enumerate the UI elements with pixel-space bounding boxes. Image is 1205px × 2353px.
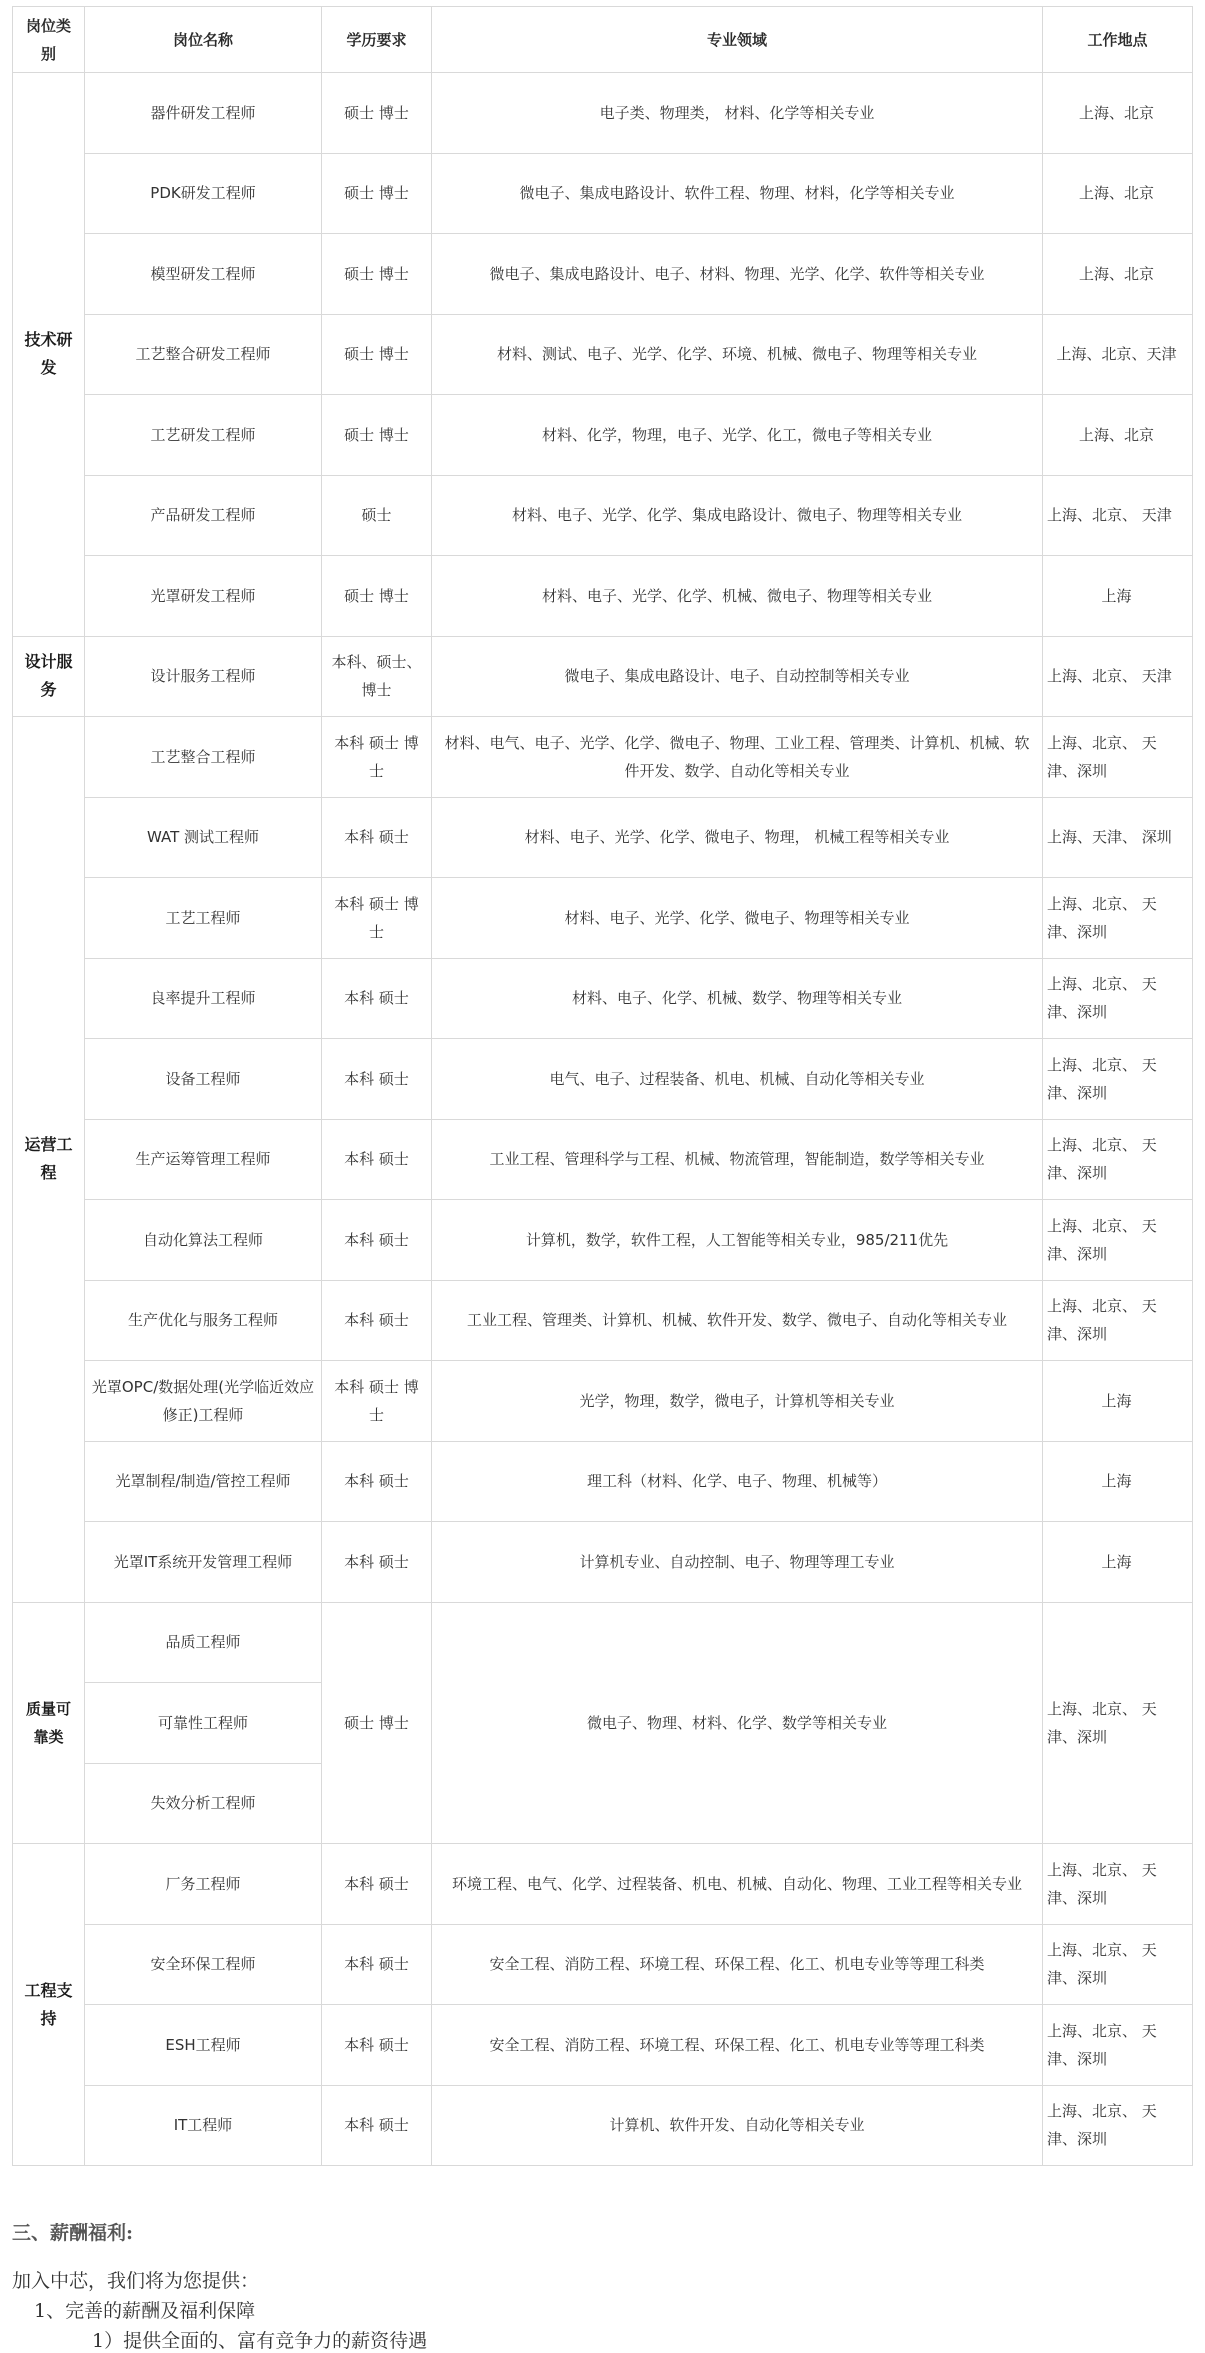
major-cell: 安全工程、消防工程、环境工程、环保工程、化工、机电专业等等理工科类 [432,1924,1043,2005]
location-cell: 上海、北京、 天津 [1043,636,1193,717]
position-cell: 良率提升工程师 [85,958,322,1039]
position-cell: IT工程师 [85,2085,322,2166]
location-cell: 上海 [1043,556,1193,637]
location-cell: 上海、北京、 天津、深圳 [1043,1280,1193,1361]
table-row [13,2085,1193,2166]
location-cell: 上海 [1043,1441,1193,1522]
position-cell: 光罩IT系统开发管理工程师 [85,1522,322,1603]
table-row [13,153,1193,234]
position-cell: 器件研发工程师 [85,73,322,154]
location-cell: 上海、北京、 天津、深圳 [1043,1844,1193,1925]
education-cell: 本科 硕士 博士 [322,717,432,798]
major-cell: 安全工程、消防工程、环境工程、环保工程、化工、机电专业等等理工科类 [432,2005,1043,2086]
table-row [13,1924,1193,2005]
location-cell: 上海、北京 [1043,234,1193,315]
education-cell: 本科 硕士 [322,1924,432,2005]
major-cell: 微电子、集成电路设计、电子、材料、物理、光学、化学、软件等相关专业 [432,234,1043,315]
education-cell: 本科 硕士 [322,2085,432,2166]
major-cell: 光学，物理，数学，微电子，计算机等相关专业 [432,1361,1043,1442]
position-cell: 产品研发工程师 [85,475,322,556]
header-location: 工作地点 [1043,7,1193,73]
major-cell: 材料、电子、光学、化学、机械、微电子、物理等相关专业 [432,556,1043,637]
major-cell: 微电子、集成电路设计、电子、自动控制等相关专业 [432,636,1043,717]
header-position: 岗位名称 [85,7,322,73]
table-row [13,1361,1193,1442]
location-cell: 上海、北京、 天津、深圳 [1043,717,1193,798]
table-row [13,395,1193,476]
table-row [13,1200,1193,1281]
major-cell: 微电子、物理、材料、化学、数学等相关专业 [432,1602,1043,1844]
location-cell: 上海、北京、 天津、深圳 [1043,2005,1193,2086]
section-title: 三、薪酬福利: [12,2222,134,2244]
major-cell: 计算机专业、自动控制、电子、物理等理工专业 [432,1522,1043,1603]
position-cell: 光罩制程/制造/管控工程师 [85,1441,322,1522]
education-cell: 本科 硕士 [322,958,432,1039]
education-cell: 本科 硕士 [322,1280,432,1361]
table-row [13,1039,1193,1120]
table-row [13,878,1193,959]
location-cell: 上海、北京、 天津、深圳 [1043,1602,1193,1844]
table-row [13,475,1193,556]
education-cell: 硕士 博士 [322,73,432,154]
education-cell: 本科 硕士 [322,1441,432,1522]
position-cell: 失效分析工程师 [85,1763,322,1844]
intro-text: 加入中芯，我们将为您提供： [12,2270,260,2292]
major-cell: 理工科（材料、化学、电子、物理、机械等） [432,1441,1043,1522]
position-cell: WAT 测试工程师 [85,797,322,878]
position-cell: 可靠性工程师 [85,1683,322,1764]
position-cell: 模型研发工程师 [85,234,322,315]
category-cell: 运营工程 [13,717,85,1603]
position-cell: 品质工程师 [85,1602,322,1683]
table-row [13,1280,1193,1361]
position-cell: 工艺整合工程师 [85,717,322,798]
table-row [13,314,1193,395]
table-row [13,2005,1193,2086]
major-cell: 材料、电子、光学、化学、微电子、物理， 机械工程等相关专业 [432,797,1043,878]
major-cell: 电子类、物理类， 材料、化学等相关专业 [432,73,1043,154]
location-cell: 上海、北京 [1043,395,1193,476]
table-row [13,1844,1193,1925]
education-cell: 本科 硕士 [322,1844,432,1925]
table-row [13,1441,1193,1522]
category-cell: 设计服务 [13,636,85,717]
education-cell: 本科 硕士 博士 [322,878,432,959]
position-cell: 光罩研发工程师 [85,556,322,637]
major-cell: 材料、电子、化学、机械、数学、物理等相关专业 [432,958,1043,1039]
major-cell: 材料、测试、电子、光学、化学、环境、机械、微电子、物理等相关专业 [432,314,1043,395]
location-cell: 上海、北京、 天津、深圳 [1043,1924,1193,2005]
education-cell: 本科 硕士 [322,2005,432,2086]
major-cell: 环境工程、电气、化学、过程装备、机电、机械、自动化、物理、工业工程等相关专业 [432,1844,1043,1925]
position-cell: 工艺整合研发工程师 [85,314,322,395]
table-row [13,1522,1193,1603]
major-cell: 工业工程、管理科学与工程、机械、物流管理，智能制造，数学等相关专业 [432,1119,1043,1200]
education-cell: 硕士 [322,475,432,556]
major-cell: 材料、电子、光学、化学、集成电路设计、微电子、物理等相关专业 [432,475,1043,556]
education-cell: 硕士 博士 [322,395,432,476]
table-row [13,234,1193,315]
major-cell: 计算机、软件开发、自动化等相关专业 [432,2085,1043,2166]
position-cell: 设计服务工程师 [85,636,322,717]
education-cell: 本科 硕士 [322,1119,432,1200]
table-row [13,797,1193,878]
education-cell: 硕士 博士 [322,234,432,315]
location-cell: 上海 [1043,1361,1193,1442]
table-row [13,1602,1193,1683]
position-cell: 工艺工程师 [85,878,322,959]
location-cell: 上海、北京、 天津、深圳 [1043,1039,1193,1120]
position-cell: 光罩OPC/数据处理(光学临近效应修正)工程师 [85,1361,322,1442]
location-cell: 上海、北京、 天津、深圳 [1043,958,1193,1039]
table-row [13,717,1193,798]
education-cell: 本科 硕士 [322,797,432,878]
education-cell: 本科、硕士、博士 [322,636,432,717]
header-category: 岗位类别 [13,7,85,73]
education-cell: 硕士 博士 [322,556,432,637]
category-cell: 质量可靠类 [13,1602,85,1844]
position-cell: 安全环保工程师 [85,1924,322,2005]
major-cell: 工业工程、管理类、计算机、机械、软件开发、数学、微电子、自动化等相关专业 [432,1280,1043,1361]
category-cell: 技术研发 [13,73,85,637]
major-cell: 电气、电子、过程装备、机电、机械、自动化等相关专业 [432,1039,1043,1120]
position-cell: 生产运筹管理工程师 [85,1119,322,1200]
position-cell: ESH工程师 [85,2005,322,2086]
position-cell: 厂务工程师 [85,1844,322,1925]
major-cell: 微电子、集成电路设计、软件工程、物理、材料，化学等相关专业 [432,153,1043,234]
education-cell: 硕士 博士 [322,314,432,395]
location-cell: 上海、北京、 天津、深圳 [1043,1119,1193,1200]
position-cell: 工艺研发工程师 [85,395,322,476]
education-cell: 硕士 博士 [322,153,432,234]
table-row [13,1119,1193,1200]
table-row [13,73,1193,154]
location-cell: 上海、北京、 天津、深圳 [1043,878,1193,959]
location-cell: 上海、天津、 深圳 [1043,797,1193,878]
position-cell: PDK研发工程师 [85,153,322,234]
location-cell: 上海、北京、 天津、深圳 [1043,2085,1193,2166]
major-cell: 材料、电气、电子、光学、化学、微电子、物理、工业工程、管理类、计算机、机械、软件开发、数学、自动化等相关专业 [432,717,1043,798]
position-cell: 生产优化与服务工程师 [85,1280,322,1361]
education-cell: 本科 硕士 [322,1200,432,1281]
positions-table [12,6,1193,2166]
education-cell: 硕士 博士 [322,1602,432,1844]
major-cell: 材料、电子、光学、化学、微电子、物理等相关专业 [432,878,1043,959]
education-cell: 本科 硕士 博士 [322,1361,432,1442]
position-cell: 自动化算法工程师 [85,1200,322,1281]
location-cell: 上海、北京 [1043,73,1193,154]
table-header-row [13,7,1193,73]
list-item: 1、完善的薪酬及福利保障 [34,2300,256,2322]
category-cell: 工程支持 [13,1844,85,2166]
location-cell: 上海、北京、 天津 [1043,475,1193,556]
sub-list-item: 1）提供全面的、富有竞争力的薪资待遇 [92,2330,428,2352]
education-cell: 本科 硕士 [322,1039,432,1120]
header-major: 专业领域 [432,7,1043,73]
education-cell: 本科 硕士 [322,1522,432,1603]
position-cell: 设备工程师 [85,1039,322,1120]
location-cell: 上海 [1043,1522,1193,1603]
location-cell: 上海、北京 [1043,153,1193,234]
major-cell: 计算机，数学，软件工程，人工智能等相关专业，985/211优先 [432,1200,1043,1281]
header-education: 学历要求 [322,7,432,73]
location-cell: 上海、北京、天津 [1043,314,1193,395]
major-cell: 材料、化学，物理，电子、光学、化工，微电子等相关专业 [432,395,1043,476]
table-row [13,636,1193,717]
table-row [13,958,1193,1039]
location-cell: 上海、北京、 天津、深圳 [1043,1200,1193,1281]
table-row [13,556,1193,637]
